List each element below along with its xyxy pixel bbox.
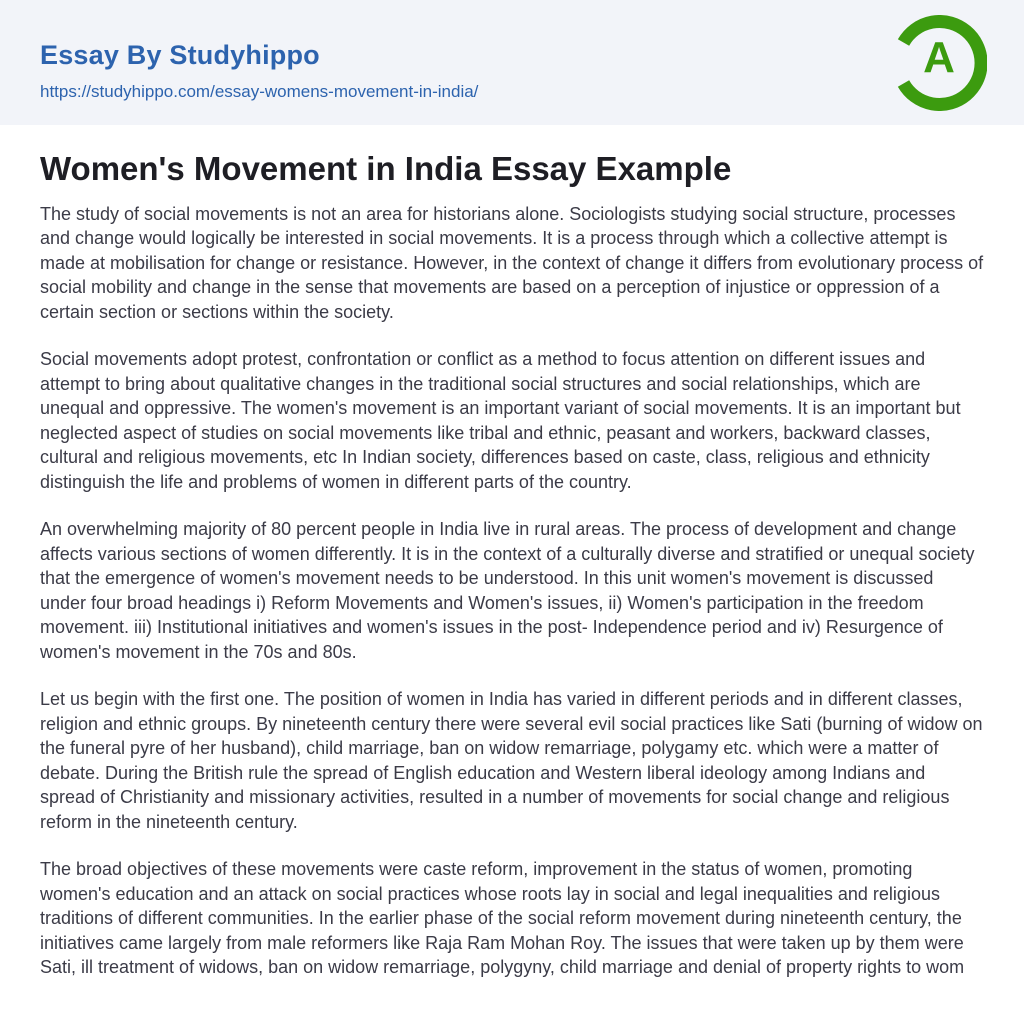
essay-paragraph-4: Let us begin with the first one. The position of women in India has varied in different periods and in different classes, religion and ethnic groups. By nineteenth century there were several evil social practices like Sati (burning of widow on the funeral pyre of her husband), child marriage, ban on widow remarriage, polygamy etc. which were a matter of debate. During the British rule the spread of English education and Western liberal ideology among Indians and spread of Christianity and missionary activities, resulted in a number of movements for social change and religious reform in the nineteenth century. bbox=[40, 689, 983, 832]
page-header bbox=[0, 0, 1024, 125]
source-url-link[interactable]: https://studyhippo.com/essay-womens-movement-in-india/ bbox=[40, 82, 479, 101]
studyhippo-logo bbox=[891, 15, 987, 111]
essay-body bbox=[40, 202, 984, 980]
brand-title: Essay By Studyhippo bbox=[40, 40, 320, 70]
essay-content bbox=[0, 125, 1024, 980]
essay-paragraph-5: The broad objectives of these movements were caste reform, improvement in the status of women, promoting women's education and an attack on social practices whose roots lay in social and legal inequalities and religious traditions of different communities. In the earlier phase of the social reform movement during nineteenth century, the initiatives came largely from male reformers like Raja Ram Mohan Roy. The issues that were taken up by them were Sati, ill treatment of widows, ban on widow remarriage, polygyny, child marriage and denial of property rights to wom bbox=[40, 859, 965, 978]
essay-paragraph-3: An overwhelming majority of 80 percent people in India live in rural areas. The process of development and change affects various sections of women differently. It is in the context of a culturally diverse and stratified or unequal society that the emergence of women's movement needs to be understood. In this unit women's movement is discussed under four broad headings i) Reform Movements and Women's issues, ii) Women's participation in the freedom movement. iii) Institutional initiatives and women's issues in the post- Independence period and iv) Resurgence of women's movement in the 70s and 80s. bbox=[40, 519, 975, 662]
essay-title: Women's Movement in India Essay Example bbox=[40, 150, 732, 187]
essay-paragraph-2: Social movements adopt protest, confrontation or conflict as a method to focus attention on different issues and attempt to bring about qualitative changes in the traditional social structures and social relationships, which are unequal and oppressive. The women's movement is an important variant of social movements. It is an important but neglected aspect of studies on social movements like tribal and ethnic, peasant and workers, backward classes, cultural and religious movements, etc In Indian society, differences based on caste, class, religious and ethnicity distinguish the life and problems of women in different parts of the country. bbox=[40, 349, 961, 492]
essay-paragraph-1: The study of social movements is not an area for historians alone. Sociologists studying social structure, processes and change would logically be interested in social movements. It is a process through which a collective attempt is made at mobilisation for change or resistance. However, in the context of change it differs from evolutionary process of social mobility and change in the sense that movements are based on a perception of injustice or oppression of a certain section or sections within the society. bbox=[40, 203, 984, 322]
logo-letter: A bbox=[923, 33, 955, 82]
